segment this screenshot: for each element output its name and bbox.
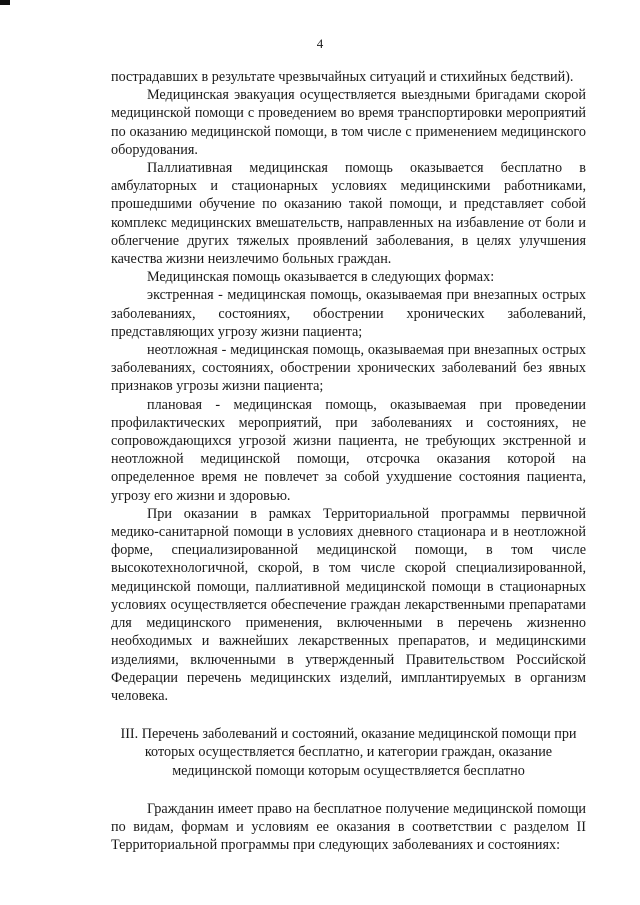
paragraph-medical-evacuation: Медицинская эвакуация осуществляется выездными бригадами скорой медицинской помощи с проведением во время транспортировки мероприятий по оказанию медицинской помощи, в том числе с применением медицинского оборудования. xyxy=(111,87,586,158)
paragraph-urgent-form: неотложная - медицинская помощь, оказываемая при внезапных острых заболеваниях, состояниях, обострении хронических заболеваний без явных признаков угрозы жизни пациента; xyxy=(111,342,586,395)
paragraph-forms-intro: Медицинская помощь оказывается в следующих формах: xyxy=(147,269,495,286)
paragraph-continuation: пострадавших в результате чрезвычайных ситуаций и стихийных бедствий). xyxy=(111,69,574,85)
paragraph-medication-provision: При оказании в рамках Территориальной программы первичной медико-санитарной помощи в условиях дневного стационара и в неотложной форме, специализированной медицинской помощи, в том числе высокотехнологичной, скорой, в том числе скорой специализированной, медицинской помощи, паллиативной медицинской помощи в стационарных условиях осуществляется обеспечение граждан лекарственными препаратами для медицинского применения, включенными в перечень жизненно необходимых и важнейших лекарственных препаратов, и медицинскими изделиями, включенными в утвержденный Правительством Российской Федерации перечень медицинских изделий, имплантируемых в организм человека. xyxy=(111,505,586,704)
paragraph-emergency-form: экстренная - медицинская помощь, оказываемая при внезапных острых заболеваниях, состояниях, обострении хронических заболеваний, представляющих угрозу жизни пациента; xyxy=(111,287,586,340)
paragraph-citizen-rights: Гражданин имеет право на бесплатное получение медицинской помощи по видам, формам и условиям ее оказания в соответствии с разделом II Территориальной программы при следующих заболеваниях и состояниях: xyxy=(111,800,586,854)
section-heading: III. Перечень заболеваний и состояний, оказание медицинской помощи при которых осуществляется бесплатно, и категории граждан, оказание медицинской помощи которым осуществляется бесплатно xyxy=(120,726,577,779)
paragraph-palliative-care: Паллиативная медицинская помощь оказывается бесплатно в амбулаторных и стационарных условиях медицинскими работниками, прошедшими обучение по оказанию такой помощи, и представляет собой комплекс медицинских вмешательств, направленных на избавление от боли и облегчение других тяжелых проявлений заболевания, в целях улучшения качества жизни неизлечимо больных граждан. xyxy=(111,160,586,268)
paragraph-planned-form: плановая - медицинская помощь, оказываемая при проведении профилактических мероприятий, при заболеваниях и состояниях, не сопровождающихся угрозой жизни пациента, не требующих экстренной и неотложной медицинской помощи, отсрочка оказания которой на определенное время не повлечет за собой ухудшение состояния пациента, угрозу его жизни и здоровью. xyxy=(111,396,586,504)
document-body xyxy=(111,68,586,854)
scan-artifact xyxy=(0,0,10,5)
page-number: 4 xyxy=(316,36,324,51)
